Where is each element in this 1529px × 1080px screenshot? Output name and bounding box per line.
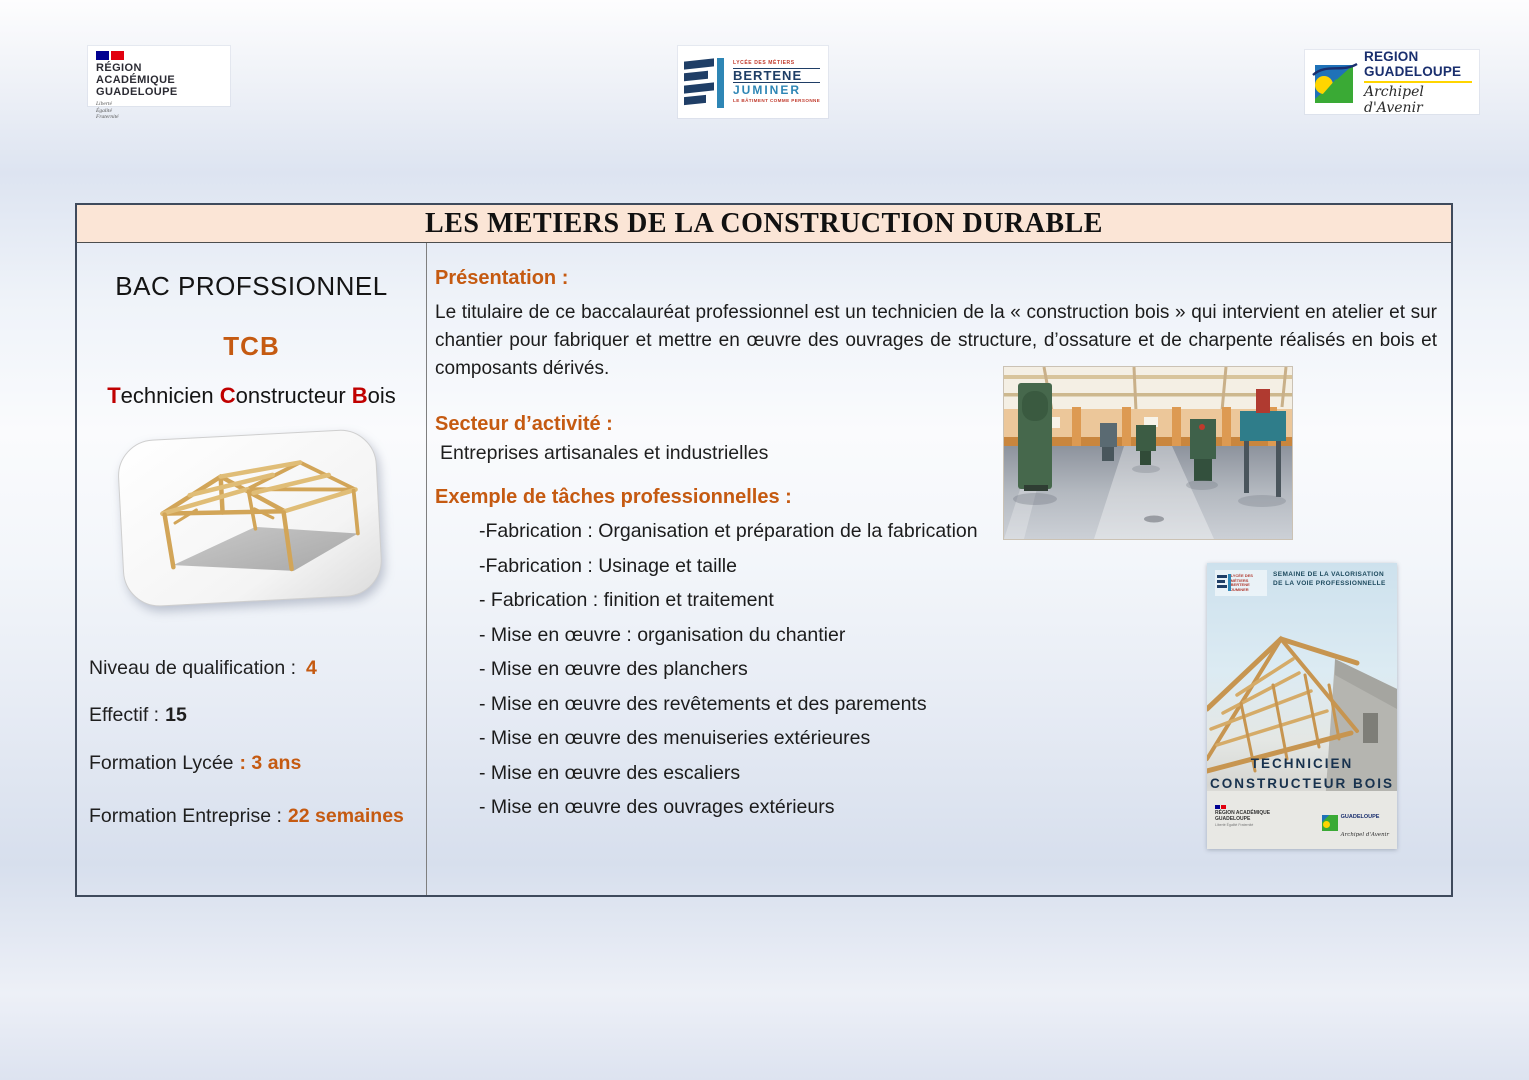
stat-value: 22 semaines (287, 805, 404, 827)
poster-lycee-logo (1215, 570, 1267, 596)
logo-lycee-bertene-juminer (678, 46, 828, 118)
table-header-row (77, 205, 1451, 243)
stat-formation-lycee (89, 752, 425, 775)
secteur-heading: Secteur d’activité : (435, 413, 613, 435)
stat-formation-entreprise (89, 805, 425, 828)
lycee-tagline-top: LYCÉE DES MÉTIERS (733, 59, 795, 66)
guadeloupe-island-icon (1322, 815, 1338, 831)
building-bars-icon (1217, 574, 1229, 592)
stat-niveau-qualification (89, 657, 425, 680)
task-item: - Mise en œuvre des escaliers (479, 761, 741, 784)
french-flag-icon (1215, 805, 1270, 809)
stat-value: 4 (306, 657, 317, 679)
region-name: REGION GUADELOUPE (1364, 49, 1472, 83)
task-item: -Fabrication : Usinage et taille (479, 554, 737, 577)
stat-label: Niveau de qualification : (89, 657, 297, 679)
presentation-body: Le titulaire de ce baccalauréat professionnel est un technicien de la « construction bois » qui intervient en atelier et sur chantier pour fabriquer et mettre en œuvre des ouvrages de structure, d’ossature et de charpente réalisés en bois et composants dérivés. (435, 302, 1437, 379)
secteur-body: Entreprises artisanales et industrielles (440, 442, 769, 464)
motto-liberte: Liberté (96, 101, 112, 107)
poster-logo-top: LYCÉE DES MÉTIERS (1230, 573, 1253, 583)
diploma-acronym: TCB (223, 331, 280, 361)
lycee-tagline-bottom: LE BÂTIMENT COMME PERSONNE (733, 97, 821, 103)
taches-heading: Exemple de tâches professionnelles : (435, 486, 792, 508)
poster-footer (1207, 805, 1397, 841)
diploma-name: BAC PROFSSIONNEL (115, 271, 388, 301)
diploma-summary-column (77, 243, 427, 895)
lycee-name-juminer: JUMINER (733, 82, 802, 97)
poster-footer-region-logo: GUADELOUPE Archipel d'Avenir (1322, 805, 1389, 841)
task-item: -Fabrication : Organisation et préparation de la fabrication (479, 520, 978, 542)
stat-value: : 3 ans (239, 752, 302, 774)
program-full-name: Technicien Constructeur Bois (107, 383, 396, 408)
page-title: LES METIERS DE LA CONSTRUCTION DURABLE (425, 207, 1103, 239)
motto-egalite: Égalité (96, 107, 112, 114)
task-list (479, 521, 1179, 832)
stat-label: Formation Entreprise : (89, 805, 282, 827)
poster-technicien-constructeur-bois (1207, 563, 1397, 849)
motto-fraternite: Fraternité (96, 114, 119, 120)
task-item: - Mise en œuvre des menuiseries extérieures (479, 727, 871, 749)
logo-region-guadeloupe (1305, 50, 1479, 114)
stat-effectif (89, 704, 425, 727)
presentation-heading: Présentation : (435, 267, 569, 289)
poster-title: TECHNICIEN CONSTRUCTEUR BOIS (1209, 756, 1394, 791)
poster-footer-academie-logo: RÉGION ACADÉMIQUE GUADELOUPE Liberté Égalité Fraternité (1215, 805, 1270, 827)
task-item: - Mise en œuvre des ouvrages extérieurs (479, 796, 835, 818)
region-slogan: Archipel d'Avenir (1364, 83, 1424, 116)
description-column (427, 243, 1451, 895)
timber-structure-image (105, 415, 399, 625)
poster-logo-name: BERTENE JUMINER (1230, 582, 1250, 592)
fiche-metier-table (75, 203, 1453, 897)
stat-value: 15 (165, 704, 187, 726)
task-item: - Mise en œuvre : organisation du chantier (479, 623, 846, 646)
task-item: - Mise en œuvre des planchers (479, 658, 748, 680)
task-item: - Mise en œuvre des revêtements et des parements (479, 692, 927, 715)
logo-region-academique (88, 46, 230, 120)
stat-label: Effectif : (89, 704, 160, 726)
lycee-name-bertene: BERTENE (733, 68, 820, 83)
stat-label: Formation Lycée (89, 752, 234, 774)
academie-name-line1: RÉGION ACADÉMIQUE (96, 62, 176, 86)
task-item: - Fabrication : finition et traitement (479, 589, 774, 611)
academie-name-line2: GUADELOUPE (96, 86, 178, 98)
building-bars-icon (684, 56, 728, 108)
guadeloupe-island-icon (1312, 59, 1358, 105)
poster-header: SEMAINE DE LA VALORISATION DE LA VOIE PROFESSIONNELLE (1273, 571, 1386, 587)
french-flag-icon (96, 51, 222, 60)
workshop-photo (1004, 367, 1292, 539)
